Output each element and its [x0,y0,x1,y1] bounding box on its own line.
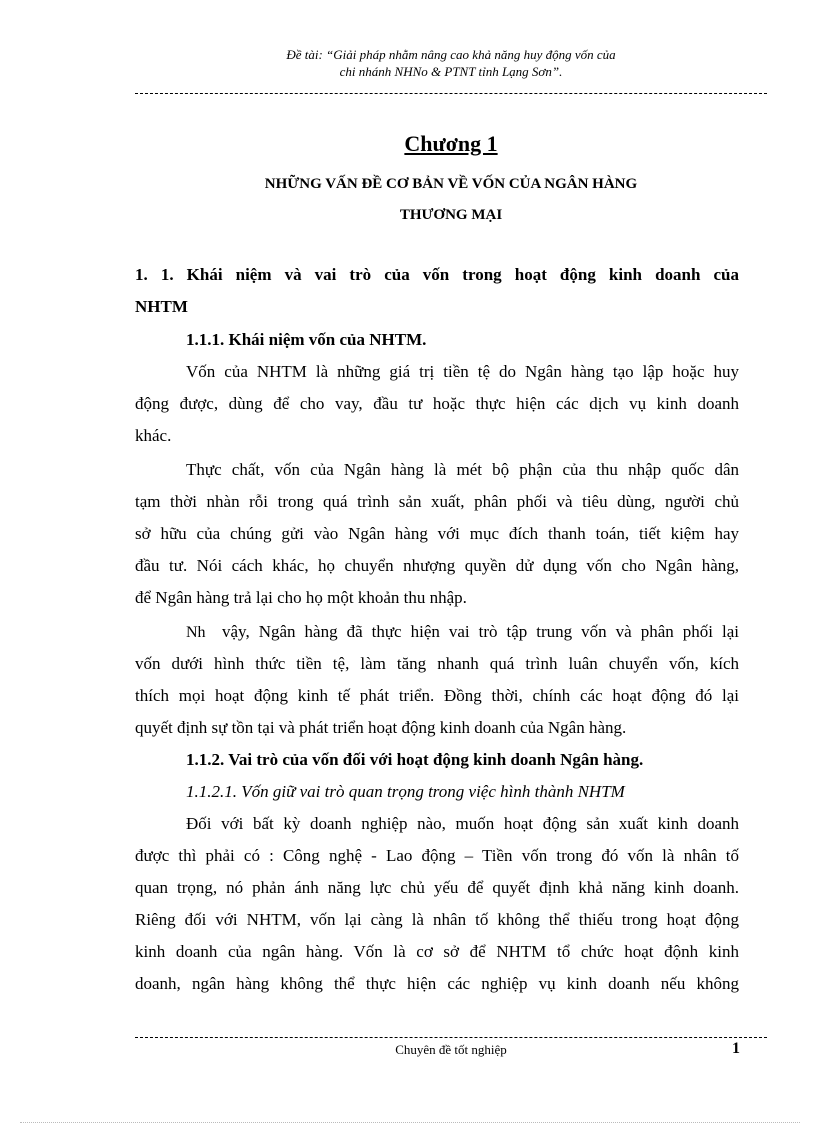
paragraph-line: Vốn của NHTM là những giá trị tiền tệ do Ngân hàng tạo lập hoặc huy [186,362,739,381]
paragraph-line: để Ngân hàng trả lại cho họ một khoản thu nhập. [135,588,467,607]
paragraph-line: tạm thời nhàn rỗi trong quá trình sản xuất, phân phối và tiêu dùng, người chủ [135,492,739,511]
section-heading-line-1: 1. 1. Khái niệm và vai trò của vốn trong hoạt động kinh doanh của [135,265,739,284]
paragraph-prefix: Nh [186,624,206,641]
paragraph-line: quyết định sự tồn tại và phát triển hoạt động kinh doanh của Ngân hàng. [135,718,627,737]
footer-text: Chuyên đề tốt nghiệp [395,1042,507,1057]
page-number: 1 [732,1040,740,1057]
paragraph-line: thích mọi hoạt động kinh tế phát triển. Đồng thời, chính các hoạt động đó lại [135,686,739,705]
footer-divider [135,1037,767,1038]
header-line-1: Đề tài: “Giải pháp nhằm nâng cao khả năng huy động vốn của [286,47,616,62]
paragraph-line: đầu tư. Nói cách khác, họ chuyển nhượng quyền dử dụng vốn cho Ngân hàng, [135,556,739,575]
subsection-heading-1-1-1: 1.1.1. Khái niệm vốn của NHTM. [186,330,427,349]
paragraph-line: khác. [135,426,172,445]
paragraph-line: Riêng đối với NHTM, vốn lại càng là nhân tố không thể thiếu trong hoạt động [135,910,739,929]
paragraph-line: được thì phải có : Công nghệ - Lao động – Tiền vốn trong đó vốn là nhân tố [135,846,739,865]
paragraph-line: quan trọng, nó phản ánh năng lực chủ yếu để quyết định khả năng kinh doanh. [135,878,739,897]
chapter-title-line-1: NHỮNG VẤN ĐỀ CƠ BẢN VỀ VỐN CỦA NGÂN HÀNG [264,176,638,192]
paragraph-line: vốn dưới hình thức tiền tệ, làm tăng nhanh quá trình luân chuyển vốn, kích [135,654,739,673]
section-heading-line-2: NHTM [135,297,188,316]
paragraph-line: động được, dùng để cho vay, đầu tư hoặc thực hiện các dịch vụ kinh doanh [135,394,739,413]
subsubsection-heading-1-1-2-1: 1.1.2.1. Vốn giữ vai trò quan trọng trong việc hình thành NHTM [186,782,625,801]
paragraph-line: vậy, Ngân hàng đã thực hiện vai trò tập trung vốn và phân phối lại [222,622,739,641]
paragraph-line: Đối với bất kỳ doanh nghiệp nào, muốn hoạt động sản xuất kinh doanh [186,814,739,833]
paragraph-line: sở hữu của chúng gửi vào Ngân hàng với mục đích thanh toán, tiết kiệm hay [135,524,739,543]
paragraph-line: kinh doanh của ngân hàng. Vốn là cơ sở để NHTM tổ chức hoạt độnh kinh [135,942,739,961]
header-line-2: chi nhánh NHNo & PTNT tỉnh Lạng Sơn”. [339,64,563,79]
chapter-title-line-2: THƯƠNG MẠI [399,207,503,223]
paragraph-line: doanh, ngân hàng không thể thực hiện các nghiệp vụ kinh doanh nếu không [135,974,739,993]
chapter-label: Chương 1 [404,131,498,156]
header-divider [135,93,767,94]
paragraph-line: Thực chất, vốn của Ngân hàng là mét bộ phận của thu nhập quốc dân [186,460,739,479]
subsection-heading-1-1-2: 1.1.2. Vai trò của vốn đối với hoạt động kinh doanh Ngân hàng. [186,750,644,769]
running-header [135,46,767,80]
